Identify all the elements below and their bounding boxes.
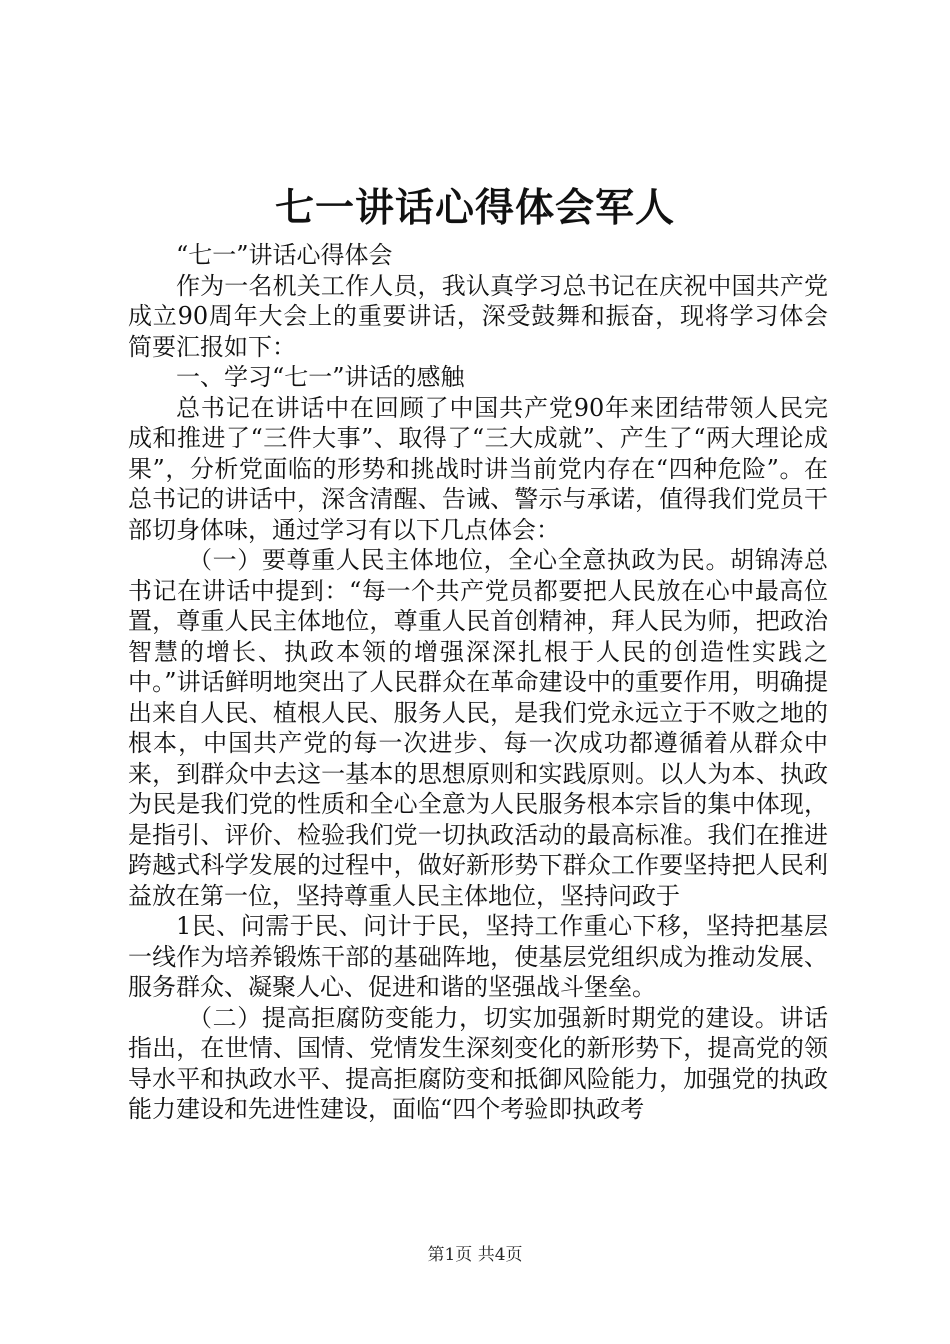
- body-paragraph: “七一”讲话心得体会: [176, 241, 393, 269]
- body-paragraph: （一）要尊重人民主体地位，全心全意执政为民。胡锦涛总书记在讲话中提到：“每一个共产党员都要把人民放在心中最高位置，尊重人民主体地位，尊重人民首创精神，拜人民为师，把政治智慧的增长、执政本领的增强深深扎根于人民的创造性实践之中。”讲话鲜明地突出了人民群众在革命建设中的重要作用，明确提出来自人民、植根人民、服务人民，是我们党永远立于不败之地的根本，中国共产党的每一次进步、每一次成功都遵循着从群众中来，到群众中去这一基本的思想原则和实践原则。以人为本、执政为民是我们党的性质和全心全意为人民服务根本宗旨的集中体现，是指引、评价、检验我们党一切执政活动的最高标准。我们在推进跨越式科学发展的过程中，做好新形势下群众工作要坚持把人民利益放在第一位，坚持尊重人民主体地位，坚持问政于: [128, 546, 828, 910]
- body-paragraph: 作为一名机关工作人员，我认真学习总书记在庆祝中国共产党成立90周年大会上的重要讲话，深受鼓舞和振奋，现将学习体会简要汇报如下：: [128, 271, 828, 361]
- document-title: 七一讲话心得体会军人: [274, 186, 675, 231]
- page-footer: 第1页 共4页: [427, 1245, 523, 1265]
- body-paragraph: （二）提高拒腐防变能力，切实加强新时期党的建设。讲话指出，在世情、国情、党情发生深刻变化的新形势下，提高党的领导水平和执政水平、提高拒腐防变和抵御风险能力，加强党的执政能力建设和先进性建设，面临“四个考验即执政考: [128, 1003, 828, 1123]
- body-paragraph: 总书记在讲话中在回顾了中国共产党90年来团结带领人民完成和推进了“三件大事”、取得了“三大成就”、产生了“两大理论成果”，分析党面临的形势和挑战时讲当前党内存在“四种危险”。在总书记的讲话中，深含清醒、告诫、警示与承诺，值得我们党员干部切身体味，通过学习有以下几点体会：: [128, 393, 828, 544]
- document-body: [128, 240, 828, 1125]
- section-heading: 一、学习“七一”讲话的感触: [176, 363, 465, 391]
- body-paragraph: 1民、问需于民、问计于民，坚持工作重心下移，坚持把基层一线作为培养锻炼干部的基础阵地，使基层党组织成为推动发展、服务群众、凝聚人心、促进和谐的坚强战斗堡垒。: [128, 912, 828, 1001]
